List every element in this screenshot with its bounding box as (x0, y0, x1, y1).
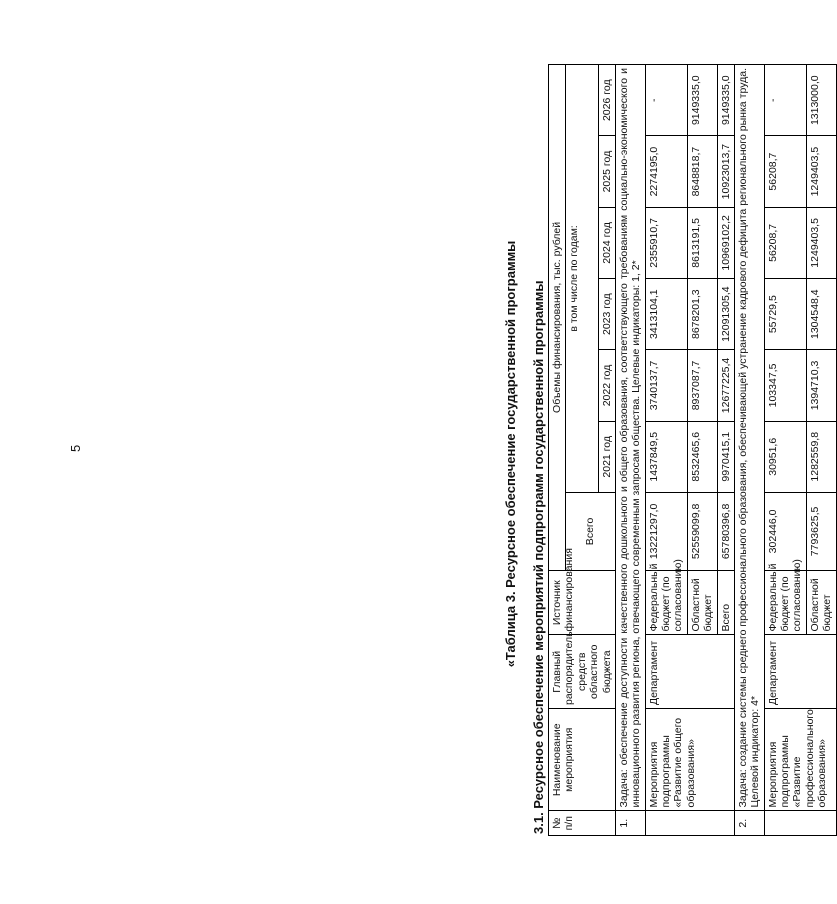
total-cell: 65780396,8 (717, 492, 734, 570)
value-cell: 8648818,7 (687, 136, 717, 207)
total-cell: 302446,0 (764, 492, 806, 570)
header-num: № п/п (549, 811, 616, 836)
header-row (549, 65, 566, 836)
value-cell: 1282559,8 (806, 421, 836, 492)
source-cell: Всего (717, 570, 734, 635)
value-cell: 2355910,7 (645, 207, 687, 278)
section-num: 1. (615, 811, 645, 836)
value-cell: 10923013,7 (717, 136, 734, 207)
value-cell: 1437849,5 (645, 421, 687, 492)
value-cell: 8678201,3 (687, 279, 717, 350)
header-year: 2022 год (598, 350, 615, 421)
source-cell: Областной бюджет (687, 570, 717, 635)
task-text: Задача: обеспечение доступности качественного дошкольного и общего образования, соответствующего требованиям социально-экономического и инновационного развития региона, отвечающего современным запросам общества. Целевые индикаторы: 1, 2* (615, 65, 645, 812)
task-row (615, 65, 645, 836)
value-cell: - (645, 65, 687, 136)
value-cell: 12091305,4 (717, 279, 734, 350)
page-number: 5 (68, 444, 83, 452)
value-cell: 9149335,0 (717, 65, 734, 136)
value-cell: 103347,5 (764, 350, 806, 421)
value-cell: 56208,7 (764, 207, 806, 278)
manager-name: Департамент (764, 635, 836, 709)
value-cell: 12677225,4 (717, 350, 734, 421)
resource-table (548, 64, 837, 836)
measure-name: Мероприятия подпрограммы «Развитие общего образования» (645, 709, 734, 811)
header-year: 2023 год (598, 279, 615, 350)
value-cell: 1304548,4 (806, 279, 836, 350)
table-row (645, 65, 687, 836)
table-row (764, 65, 806, 836)
source-cell: Федеральный бюджет (по согласованию) (764, 570, 806, 635)
header-volume: Объемы финансирования, тыс. рублей (549, 65, 566, 571)
header-year: 2021 год (598, 421, 615, 492)
value-cell: 10969102,2 (717, 207, 734, 278)
section-heading: 3.1. Ресурсное обеспечение мероприятий подпрограмм государственной программы (531, 280, 546, 834)
section-num: 2. (734, 811, 764, 836)
value-cell: 8613191,5 (687, 207, 717, 278)
header-by-years: в том числе по годам: (566, 65, 598, 493)
value-cell: 9970415,1 (717, 421, 734, 492)
value-cell: 3740137,7 (645, 350, 687, 421)
value-cell: 1249403,5 (806, 136, 836, 207)
value-cell: 1249403,5 (806, 207, 836, 278)
source-cell: Областной бюджет (806, 570, 836, 635)
header-manager: Главный распорядитель средств областного бюджета (549, 635, 616, 709)
total-cell: 7793625,5 (806, 492, 836, 570)
value-cell: 55729,5 (764, 279, 806, 350)
value-cell: 1313000,0 (806, 65, 836, 136)
task-text: Задача: создание системы среднего профессионального образования, обеспечивающей устранение кадрового дефицита регионального рынка труда. Целевой индикатор: 4* (734, 65, 764, 812)
value-cell: - (764, 65, 806, 136)
manager-name: Департамент (645, 635, 734, 709)
value-cell: 30951,6 (764, 421, 806, 492)
value-cell: 8532465,6 (687, 421, 717, 492)
header-year: 2026 год (598, 65, 615, 136)
measure-name: Мероприятия подпрограммы «Развитие профессионального образования» (764, 709, 836, 811)
header-name: Наименование мероприятия (549, 709, 616, 811)
value-cell: 8937087,7 (687, 350, 717, 421)
task-row (734, 65, 764, 836)
empty-cell (764, 811, 836, 836)
header-year: 2024 год (598, 207, 615, 278)
header-year: 2025 год (598, 136, 615, 207)
value-cell: 3413104,1 (645, 279, 687, 350)
empty-cell (645, 811, 734, 836)
value-cell: 1394710,3 (806, 350, 836, 421)
value-cell: 2274195,0 (645, 136, 687, 207)
header-total: Всего (566, 492, 616, 570)
value-cell: 56208,7 (764, 136, 806, 207)
value-cell: 9149335,0 (687, 65, 717, 136)
total-cell: 13221297,0 (645, 492, 687, 570)
source-cell: Федеральный бюджет (по согласованию) (645, 570, 687, 635)
table-title: «Таблица 3. Ресурсное обеспечение государственной программы (503, 240, 518, 668)
total-cell: 52559099,8 (687, 492, 717, 570)
header-source: Источник финансирования (549, 570, 616, 635)
